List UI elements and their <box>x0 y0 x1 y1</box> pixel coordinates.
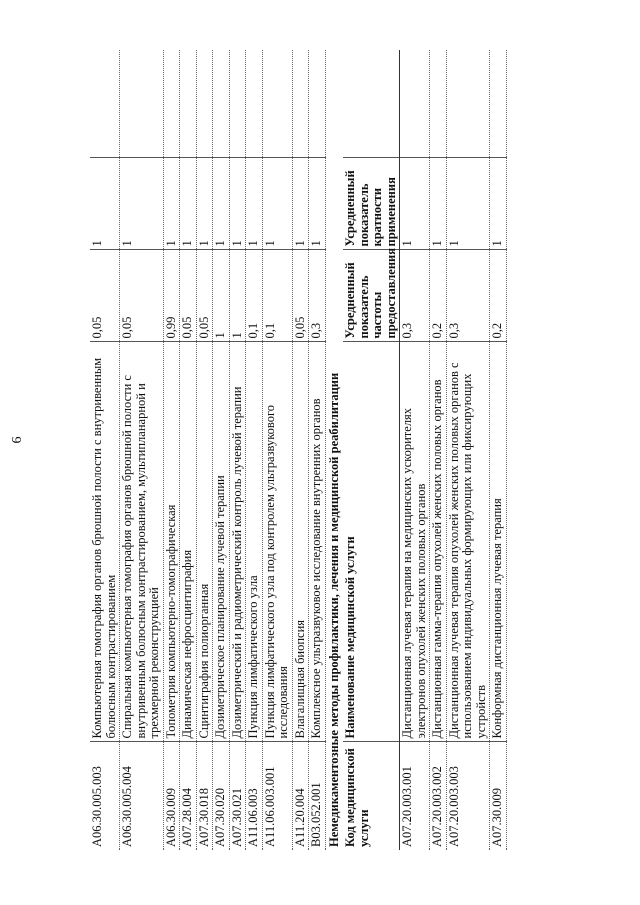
cell-mult: 1 <box>180 158 197 250</box>
table-row <box>180 50 197 850</box>
cell-code: A11.06.003.001 <box>262 742 292 850</box>
cell-empty <box>490 50 507 158</box>
cell-name: Дистанционная лучевая терапия опухолей женских половых органов с использованием индивидуальных формирующих или фиксирующих устройств <box>446 342 490 742</box>
cell-mult: 1 <box>490 158 507 250</box>
table-row <box>400 50 430 850</box>
cell-mult: 1 <box>120 158 164 250</box>
cell-freq: 0,3 <box>446 250 490 342</box>
cell-name: Дозиметрическое планирование лучевой терапии <box>213 342 230 742</box>
cell-freq: 0,2 <box>430 250 447 342</box>
cell-empty <box>262 50 292 158</box>
cell-name: Компьютерная томография органов брюшной полости с внутривенным болюсным контрастированием <box>90 342 120 742</box>
cell-mult: 1 <box>246 158 263 250</box>
header-mult: Усредненный показатель кратности применения <box>343 158 400 250</box>
header-empty <box>343 50 400 158</box>
header-row <box>343 50 400 850</box>
rotated-page <box>90 50 630 850</box>
cell-mult: 1 <box>90 158 120 250</box>
table-row <box>262 50 292 850</box>
cell-mult: 1 <box>430 158 447 250</box>
cell-name: Динамическая нефросцинтиграфия <box>180 342 197 742</box>
table-row <box>246 50 263 850</box>
group-1-body <box>90 50 325 850</box>
cell-freq: 0,2 <box>490 250 507 342</box>
cell-empty <box>180 50 197 158</box>
cell-freq: 0,05 <box>120 250 164 342</box>
cell-empty <box>446 50 490 158</box>
cell-code: A06.30.005.003 <box>90 742 120 850</box>
cell-empty <box>120 50 164 158</box>
cell-mult: 1 <box>196 158 213 250</box>
cell-freq: 1 <box>213 250 230 342</box>
cell-code: A11.20.004 <box>292 742 309 850</box>
cell-code: A11.06.003 <box>246 742 263 850</box>
cell-empty <box>90 50 120 158</box>
cell-empty <box>229 50 246 158</box>
cell-code: A06.30.005.004 <box>120 742 164 850</box>
cell-freq: 0,1 <box>246 250 263 342</box>
cell-code: A06.30.009 <box>163 742 180 850</box>
cell-empty <box>430 50 447 158</box>
cell-empty <box>196 50 213 158</box>
cell-mult: 1 <box>446 158 490 250</box>
cell-freq: 0,05 <box>292 250 309 342</box>
group-2-body <box>400 50 507 850</box>
cell-name: Пункция лимфатического узла под контролем ультразвукового исследования <box>262 342 292 742</box>
cell-empty <box>213 50 230 158</box>
cell-name: Спиральная компьютерная томография органов брюшной полости с внутривенным болюсным контрастированием, мультипланарной и трехмерной реконструкцией <box>120 342 164 742</box>
header-code: Код медицинской услуги <box>343 742 400 850</box>
cell-code: A07.20.003.003 <box>446 742 490 850</box>
section-title: Немедикаментозные методы профилактики, лечения и медицинской реабилитации <box>326 372 341 847</box>
table-row <box>292 50 309 850</box>
cell-mult: 1 <box>229 158 246 250</box>
cell-name: Дистанционная лучевая терапия на медицинских ускорителях электронов опухолей женских половых органов <box>400 342 430 742</box>
cell-mult: 1 <box>213 158 230 250</box>
services-table <box>90 50 507 850</box>
cell-mult: 1 <box>163 158 180 250</box>
cell-code: A07.28.004 <box>180 742 197 850</box>
header-freq: Усредненный показатель частоты предоставления <box>343 250 400 342</box>
table-row <box>309 50 326 850</box>
cell-name: Комплексное ультразвуковое исследование внутренних органов <box>309 342 326 742</box>
cell-name: Пункция лимфатического узла <box>246 342 263 742</box>
cell-mult: 1 <box>262 158 292 250</box>
cell-mult: 1 <box>292 158 309 250</box>
table-row <box>229 50 246 850</box>
cell-name: Дистанционная гамма-терапия опухолей женских половых органов <box>430 342 447 742</box>
cell-freq: 0,3 <box>400 250 430 342</box>
cell-freq: 0,05 <box>196 250 213 342</box>
cell-freq: 0,3 <box>309 250 326 342</box>
cell-freq: 1 <box>229 250 246 342</box>
cell-code: A07.30.020 <box>213 742 230 850</box>
table-row <box>120 50 164 850</box>
cell-mult: 1 <box>309 158 326 250</box>
table-row <box>90 50 120 850</box>
table-row <box>430 50 447 850</box>
cell-freq: 0,1 <box>262 250 292 342</box>
cell-freq: 0,05 <box>90 250 120 342</box>
cell-freq: 0,05 <box>180 250 197 342</box>
cell-name: Влагалищная биопсия <box>292 342 309 742</box>
cell-code: A07.20.003.002 <box>430 742 447 850</box>
cell-name: Дозиметрический и радиометрический контроль лучевой терапии <box>229 342 246 742</box>
table-row <box>446 50 490 850</box>
table-row <box>490 50 507 850</box>
cell-name: Сцинтиграфия полиорганная <box>196 342 213 742</box>
table-row <box>163 50 180 850</box>
cell-empty <box>292 50 309 158</box>
cell-empty <box>400 50 430 158</box>
section-block <box>325 50 400 850</box>
cell-code: A07.30.021 <box>229 742 246 850</box>
cell-empty <box>246 50 263 158</box>
page-number: 6 <box>10 436 25 444</box>
cell-code: A07.30.018 <box>196 742 213 850</box>
table-row <box>196 50 213 850</box>
cell-freq: 0,99 <box>163 250 180 342</box>
cell-name: Конформная дистанционная лучевая терапия <box>490 342 507 742</box>
cell-code: A07.20.003.001 <box>400 742 430 850</box>
cell-code: B03.052.001 <box>309 742 326 850</box>
cell-mult: 1 <box>400 158 430 250</box>
cell-name: Топометрия компьютерно-томографическая <box>163 342 180 742</box>
header-name: Наименование медицинской услуги <box>343 342 400 742</box>
table-row <box>213 50 230 850</box>
cell-empty <box>163 50 180 158</box>
cell-code: A07.30.009 <box>490 742 507 850</box>
cell-empty <box>309 50 326 158</box>
